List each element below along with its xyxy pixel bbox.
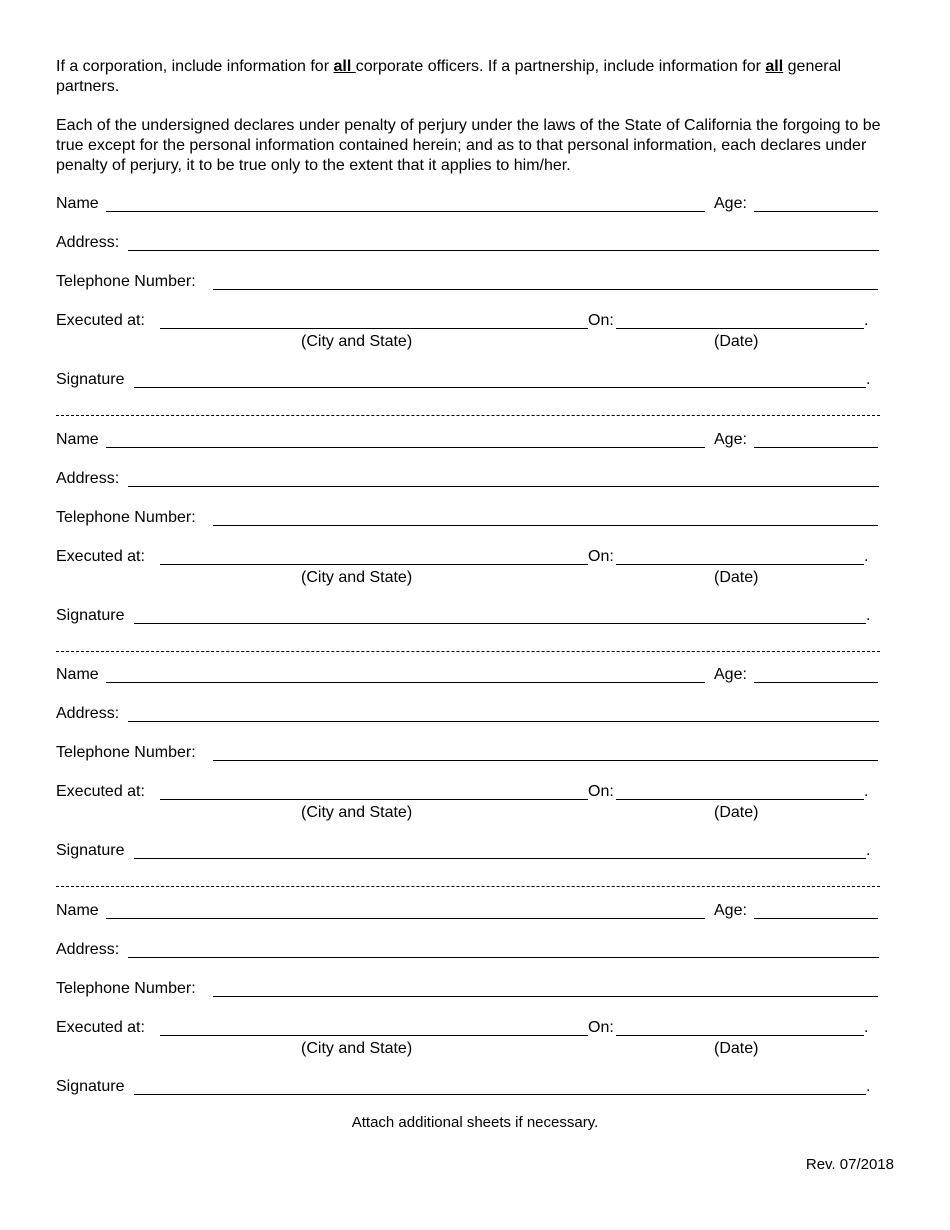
additional-sheets-note: Attach additional sheets if necessary. (351, 1114, 599, 1131)
period-mark: . (864, 548, 869, 565)
period-mark: . (866, 842, 871, 859)
signature-field[interactable] (134, 1094, 866, 1095)
age-label: Age: (714, 195, 747, 212)
date-caption: (Date) (714, 333, 759, 350)
telephone-label: Telephone Number: (56, 509, 196, 526)
age-field[interactable] (754, 682, 878, 683)
address-field[interactable] (128, 721, 879, 722)
period-mark: . (864, 1019, 869, 1036)
age-label: Age: (714, 666, 747, 683)
name-field[interactable] (106, 211, 705, 212)
name-label: Name (56, 431, 99, 448)
telephone-field-extension[interactable] (668, 996, 878, 997)
address-field[interactable] (128, 250, 879, 251)
on-label: On: (588, 1019, 614, 1036)
telephone-row (56, 743, 880, 765)
address-row (56, 233, 880, 255)
dashed-separator (56, 886, 880, 887)
telephone-field-extension[interactable] (668, 525, 878, 526)
period-mark: . (864, 783, 869, 800)
signature-row (56, 841, 880, 863)
telephone-row (56, 979, 880, 1001)
telephone-label: Telephone Number: (56, 744, 196, 761)
period-mark: . (866, 371, 871, 388)
period-mark: . (866, 607, 871, 624)
telephone-row (56, 272, 880, 294)
date-field[interactable] (616, 564, 864, 565)
signature-field[interactable] (134, 858, 866, 859)
dashed-separator (56, 415, 880, 416)
on-label: On: (588, 783, 614, 800)
signature-row (56, 606, 880, 628)
telephone-field-extension[interactable] (668, 760, 878, 761)
date-caption: (Date) (714, 804, 759, 821)
revision-date: Rev. 07/2018 (805, 1156, 894, 1173)
executed-city-field[interactable] (160, 1035, 588, 1036)
period-mark: . (864, 312, 869, 329)
name-field[interactable] (106, 447, 705, 448)
age-field[interactable] (754, 918, 878, 919)
telephone-field[interactable] (213, 996, 668, 997)
age-label: Age: (714, 902, 747, 919)
age-field[interactable] (754, 447, 878, 448)
address-field[interactable] (128, 486, 879, 487)
telephone-row (56, 508, 880, 530)
name-label: Name (56, 195, 99, 212)
executed-row (56, 1018, 880, 1060)
address-label: Address: (56, 705, 120, 722)
signature-label: Signature (56, 842, 125, 859)
name-field[interactable] (106, 682, 705, 683)
signature-field[interactable] (134, 623, 866, 624)
dashed-separator (56, 651, 880, 652)
telephone-field[interactable] (213, 525, 668, 526)
address-field[interactable] (128, 957, 879, 958)
signer-block-3 (56, 665, 880, 901)
executed-at-label: Executed at: (56, 783, 145, 800)
telephone-field[interactable] (213, 760, 668, 761)
telephone-label: Telephone Number: (56, 980, 196, 997)
executed-at-label: Executed at: (56, 312, 145, 329)
signature-field[interactable] (134, 387, 866, 388)
name-field[interactable] (106, 918, 705, 919)
executed-row (56, 782, 880, 824)
executed-row (56, 311, 880, 353)
executed-at-label: Executed at: (56, 548, 145, 565)
city-state-caption: (City and State) (301, 333, 413, 350)
telephone-field[interactable] (213, 289, 878, 290)
signature-label: Signature (56, 607, 125, 624)
name-row (56, 665, 880, 687)
address-row (56, 940, 880, 962)
name-label: Name (56, 666, 99, 683)
perjury-declaration: Each of the undersigned declares under penalty of perjury under the laws of the State of California the forgoing to be true except for the personal information contained herein; and as to that personal information, each declares under penalty of perjury, it to be true only to the extent that it applies to him/her. (56, 117, 881, 174)
date-field[interactable] (616, 1035, 864, 1036)
on-label: On: (588, 548, 614, 565)
name-row (56, 430, 880, 452)
signature-row (56, 370, 880, 392)
signature-label: Signature (56, 371, 125, 388)
executed-city-field[interactable] (160, 799, 588, 800)
executed-city-field[interactable] (160, 328, 588, 329)
period-mark: . (866, 1078, 871, 1095)
date-caption: (Date) (714, 1040, 759, 1057)
signer-block-4 (56, 901, 880, 1111)
executed-row (56, 547, 880, 589)
name-row (56, 901, 880, 923)
date-field[interactable] (616, 328, 864, 329)
address-label: Address: (56, 941, 120, 958)
address-label: Address: (56, 470, 120, 487)
executed-at-label: Executed at: (56, 1019, 145, 1036)
signature-label: Signature (56, 1078, 125, 1095)
signer-block-1 (56, 194, 880, 430)
date-caption: (Date) (714, 569, 759, 586)
name-row (56, 194, 880, 216)
age-field[interactable] (754, 211, 878, 212)
address-row (56, 469, 880, 491)
address-row (56, 704, 880, 726)
corporation-instructions: If a corporation, include information for all corporate officers. If a partnership, include information for all general partners. (56, 58, 842, 95)
on-label: On: (588, 312, 614, 329)
executed-city-field[interactable] (160, 564, 588, 565)
name-label: Name (56, 902, 99, 919)
date-field[interactable] (616, 799, 864, 800)
city-state-caption: (City and State) (301, 804, 413, 821)
address-label: Address: (56, 234, 120, 251)
age-label: Age: (714, 431, 747, 448)
city-state-caption: (City and State) (301, 569, 413, 586)
signer-block-2 (56, 430, 880, 666)
signature-row (56, 1077, 880, 1099)
city-state-caption: (City and State) (301, 1040, 413, 1057)
telephone-label: Telephone Number: (56, 273, 196, 290)
